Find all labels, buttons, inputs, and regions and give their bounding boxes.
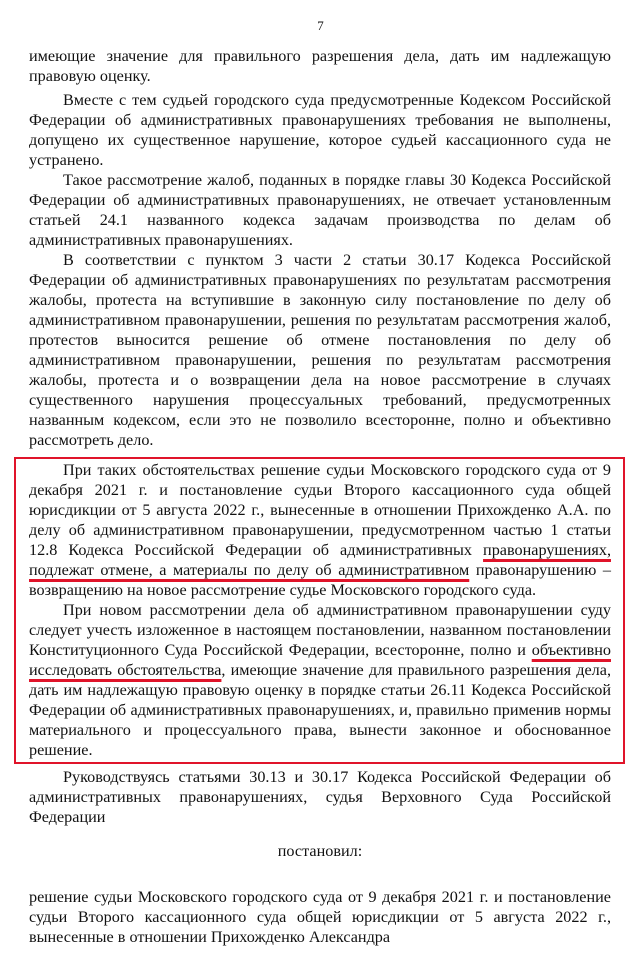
paragraph: Вместе с тем судьей городского суда предусмотренные Кодексом Российской Федерации об административных правонарушениях требования не выполнены, допущено их существенное нарушение, которое судьей кассационного суда не устранено. bbox=[29, 91, 611, 169]
paragraph bbox=[29, 600, 611, 760]
highlighted-passage bbox=[14, 457, 625, 764]
text-fragment: правонарушению – возвращению на новое рассмотрение судье Московского городского суда. bbox=[29, 561, 611, 599]
page-number: 7 bbox=[317, 18, 324, 33]
paragraph: имеющие значение для правильного разрешения дела, дать им надлежащую правовую оценку. bbox=[29, 47, 611, 85]
paragraph: Руководствуясь статьями 30.13 и 30.17 Кодекса Российской Федерации об административных правонарушениях, судья Верховного Суда Российской Федерации bbox=[29, 768, 611, 826]
underlined-phrase: правонарушениях, подлежат отмене, а материалы по делу об административном bbox=[29, 541, 611, 579]
paragraph: В соответствии с пунктом 3 части 2 статьи 30.17 Кодекса Российской Федерации об административных правонарушениях по результатам рассмотрения жалобы, протеста на вступившие в законную силу постановление по делу об административном правонарушении, решения по результатам рассмотрения жалоб, протестов выносится решение об отмене постановления по делу об административном правонарушении, решения по результатам рассмотрения жалобы, протеста и о возвращении дела на новое рассмотрение в случаях существенного нарушения процессуальных требований, предусмотренных названным кодексом, если это не позволило всесторонне, полно и объективно рассмотреть дело. bbox=[29, 251, 611, 449]
text-fragment: При таких обстоятельствах решение судьи Московского городского суда от 9 декабря 2021 г. и постановление судьи Второго кассационного суда общей юрисдикции от 5 августа 2022 г., вынесенные в отношении Прихожденко А.А. по делу об административном правонарушении, предусмотренном частью 1 статьи 12.8 Кодекса Российской Федерации об административных bbox=[29, 461, 611, 559]
paragraph bbox=[29, 460, 611, 600]
paragraph: решение судьи Московского городского суда от 9 декабря 2021 г. и постановление судьи Второго кассационного суда общей юрисдикции от 5 августа 2022 г., вынесенные в отношении Прихожденко Александра bbox=[29, 888, 611, 946]
underlined-phrase: объективно исследовать обстоятельства bbox=[29, 641, 611, 679]
document-body bbox=[29, 46, 611, 947]
text-fragment: , имеющие значение для правильного разрешения дела, дать им надлежащую правовую оценку в порядке статьи 26.11 Кодекса Российской Федерации об административных правонарушениях, и, правильно применив нормы материального и процессуального права, вынести законное и обоснованное решение. bbox=[29, 661, 611, 759]
paragraph: Такое рассмотрение жалоб, поданных в порядке главы 30 Кодекса Российской Федерации об административных правонарушениях, не отвечает установленным статьей 24.1 названного кодекса задачам производства по делам об административных правонарушениях. bbox=[29, 171, 611, 249]
text-fragment: При новом рассмотрении дела об административном правонарушении суду следует учесть изложенное в настоящем постановлении, названном постановлении Конституционного Суда Российской Федерации, всесторонне, полно и bbox=[29, 601, 611, 659]
resolution-heading: постановил: bbox=[277, 842, 363, 860]
